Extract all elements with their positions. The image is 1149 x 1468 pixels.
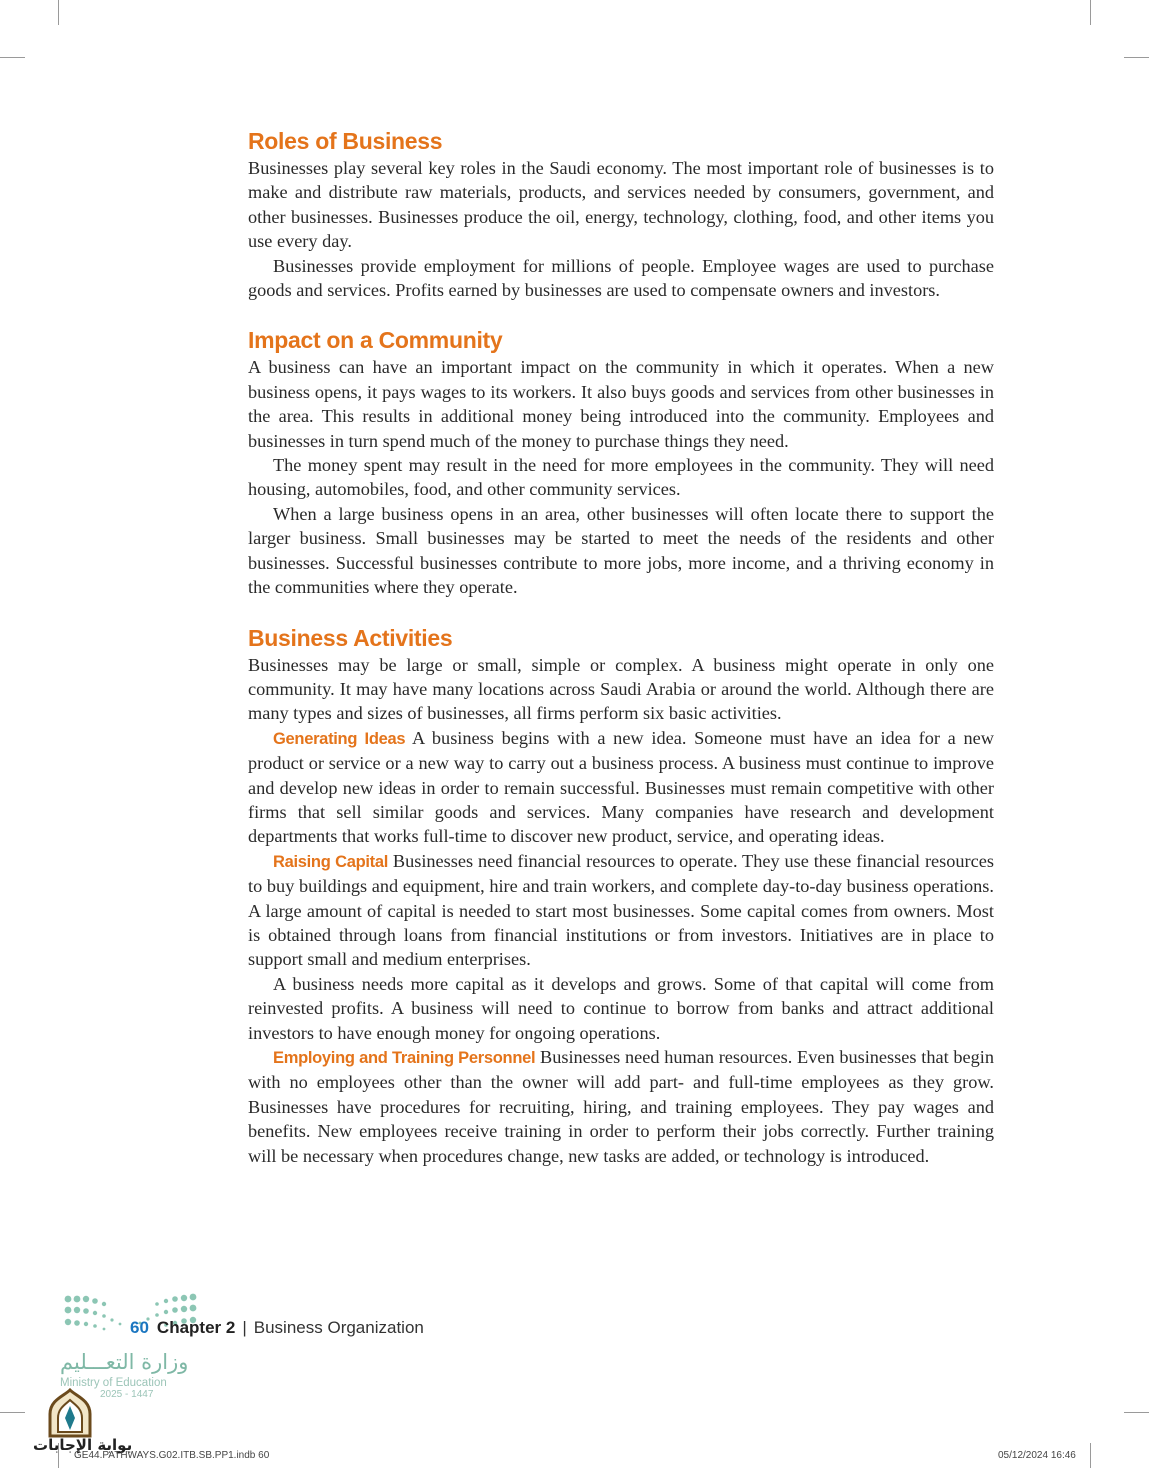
crop-mark bbox=[0, 57, 25, 58]
paragraph-text: Businesses need human resources. Even businesses that begin with no employees other than the owner will add part- and full-time employees as they grow. Businesses have procedures for recruiting, hiring, and training employees. They pay wages and benefits. New employees receive training in order to perform their jobs correctly. Further training will be necessary when procedures change, new tasks are added, or technology is introduced. bbox=[248, 1047, 994, 1166]
section-heading: Impact on a Community bbox=[248, 327, 503, 354]
run-in-heading: Generating Ideas bbox=[273, 729, 406, 748]
paragraph-text: Businesses play several key roles in the Saudi economy. The most important role of businesses is to make and distribute raw materials, products, and services needed by consumers, government, and other businesses. Businesses produce the oil, energy, technology, clothing, food, and other items you use every day. bbox=[248, 158, 994, 252]
print-slug-timestamp: 05/12/2024 16:46 bbox=[998, 1450, 1076, 1461]
paragraph-text: Businesses need financial resources to operate. They use these financial resources to buy buildings and equipment, hire and train workers, and complete day-to-day business operations. A large amount of capital is needed to start most businesses. Some capital comes from owners. Most is obtained through loans from financial institutions or from investors. Initiatives are in place to support small and medium enterprises. bbox=[248, 850, 994, 970]
paragraph bbox=[248, 972, 994, 1045]
page-footer bbox=[130, 1318, 424, 1338]
ministry-year: 2025 - 1447 bbox=[100, 1389, 154, 1400]
crop-mark bbox=[1124, 1412, 1149, 1413]
section bbox=[248, 126, 994, 302]
paragraph bbox=[248, 156, 994, 254]
paragraph bbox=[248, 502, 994, 600]
paragraph-text: Businesses may be large or small, simple or complex. A business might operate in only one community. It may have many locations across Saudi Arabia or around the world. Although there are many types and sizes of businesses, all firms perform six basic activities. bbox=[248, 654, 994, 724]
page-number: 60 bbox=[130, 1318, 149, 1337]
ministry-arabic-name: وزارة التعـــليم bbox=[60, 1350, 189, 1374]
crop-mark bbox=[0, 1412, 25, 1413]
crop-mark bbox=[1090, 0, 1091, 25]
section bbox=[248, 325, 994, 599]
paragraph bbox=[248, 653, 994, 726]
chapter-title: Business Organization bbox=[253, 1318, 424, 1337]
paragraph bbox=[248, 726, 994, 849]
paragraph-text: When a large business opens in an area, other businesses will often locate there to support the larger business. Small businesses may be started to meet the needs of the residents and other businesses. Successful businesses contribute to more jobs, more income, and a thriving economy in the communities where they operate. bbox=[248, 503, 994, 598]
portal-name: بوابة الإجابات bbox=[33, 1436, 133, 1454]
paragraph bbox=[248, 254, 994, 303]
chapter-label: Chapter 2 bbox=[156, 1318, 236, 1337]
run-in-heading: Raising Capital bbox=[273, 852, 388, 871]
run-in-heading: Employing and Training Personnel bbox=[273, 1049, 536, 1067]
paragraph bbox=[248, 849, 994, 972]
section-heading: Roles of Business bbox=[248, 128, 443, 154]
page-content bbox=[248, 126, 994, 1191]
paragraph-text: A business begins with a new idea. Someone must have an idea for a new product or service or a new way to carry out a business process. A business must continue to improve and develop new ideas in order to remain successful. Businesses must remain competitive with other firms that sell similar goods and services. Many companies have research and development departments that works full-time to discover new product, service, and operating ideas. bbox=[248, 727, 994, 847]
ministry-english-name: Ministry of Education bbox=[60, 1377, 167, 1389]
paragraph bbox=[248, 355, 994, 453]
section-heading: Business Activities bbox=[248, 624, 453, 651]
portal-pen-icon bbox=[46, 1388, 94, 1438]
paragraph bbox=[248, 1045, 994, 1168]
paragraph-text: A business needs more capital as it develops and grows. Some of that capital will come from reinvested profits. A business will need to continue to borrow from banks and attract additional investors to have enough money for ongoing operations. bbox=[248, 973, 994, 1043]
paragraph-text: Businesses provide employment for millions of people. Employee wages are used to purchase goods and services. Profits earned by businesses are used to compensate owners and investors. bbox=[248, 255, 994, 301]
section bbox=[248, 623, 994, 1169]
paragraph bbox=[248, 453, 994, 502]
print-slug-file: GE44.PATHWAYS.G02.ITB.SB.PP1.indb 60 bbox=[74, 1450, 270, 1461]
paragraph-text: The money spent may result in the need for more employees in the community. They will need housing, automobiles, food, and other community services. bbox=[248, 455, 994, 500]
crop-mark bbox=[1090, 1443, 1091, 1468]
crop-mark bbox=[1124, 57, 1149, 58]
crop-mark bbox=[58, 0, 59, 25]
footer-separator: | bbox=[242, 1318, 247, 1337]
paragraph-text: A business can have an important impact on the community in which it operates. When a new business opens, it pays wages to its workers. It also buys goods and services from other businesses in the area. This results in additional money being introduced into the community. Employees and businesses in turn spend much of the money to purchase things they need. bbox=[248, 357, 994, 451]
